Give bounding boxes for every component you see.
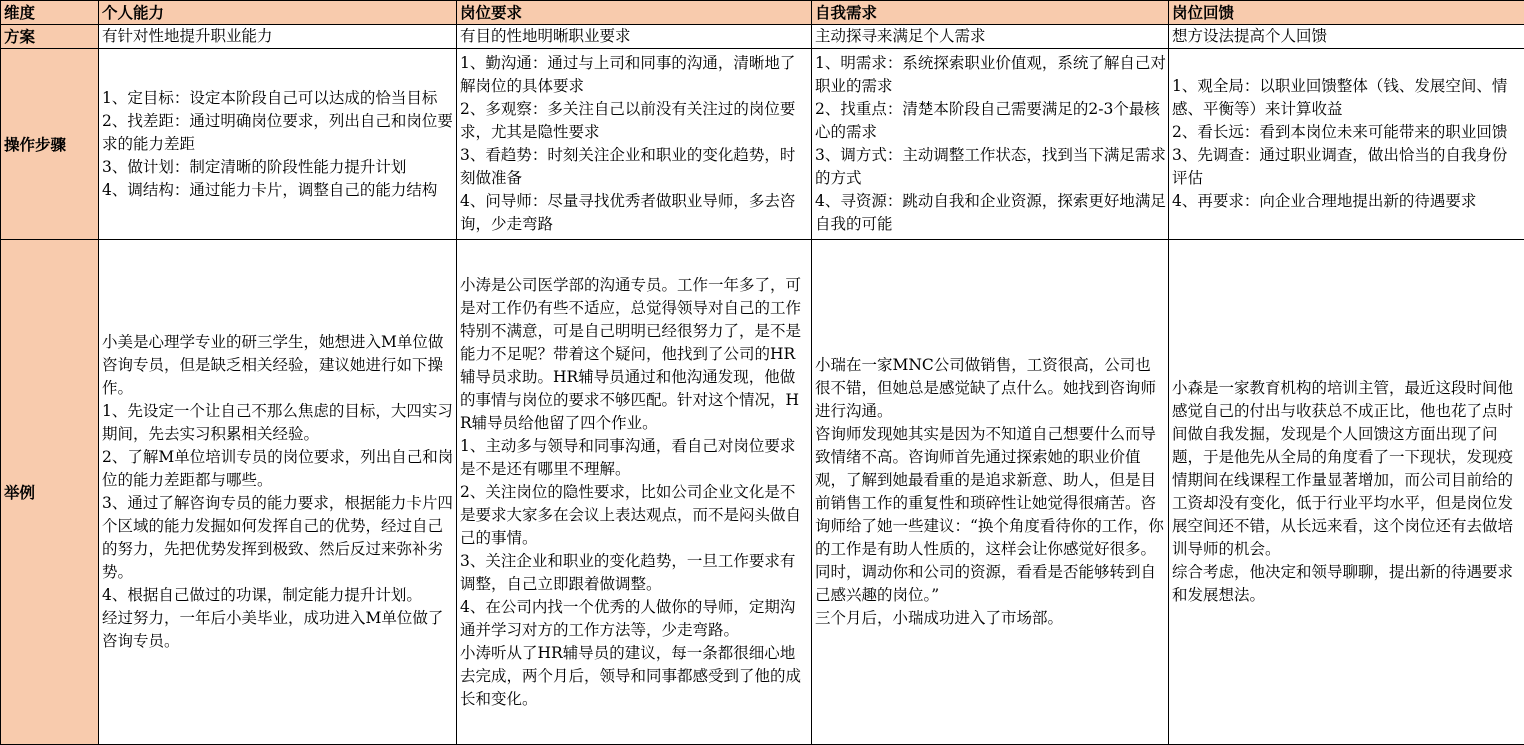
cell-paragraph: 经过努力，一年后小美毕业，成功进入M单位做了咨询专员。 xyxy=(102,609,444,650)
cell-paragraph: 三个月后，小瑞成功进入了市场部。 xyxy=(815,609,1064,627)
cell-paragraph: 1、勤沟通：通过与上司和同事的沟通，清晰地了解岗位的具体要求 xyxy=(460,54,796,95)
cell-paragraph: 4、调结构：通过能力卡片，调整自己的能力结构 xyxy=(102,180,438,199)
cell-paragraph: 4、在公司内找一个优秀的人做你的导师，定期沟通并学习对方的工作方法等，少走弯路。 xyxy=(460,597,796,639)
cell-paragraph: 4、问导师：尽量寻找优秀者做职业导师，多去咨询，少走弯路 xyxy=(460,192,796,233)
cell-paragraph: 2、了解M单位培训专员的岗位要求，列出自己和岗位的能力差距都与哪些。 xyxy=(102,448,454,489)
cell-paragraph: 2、看长远：看到本岗位未来可能带来的职业回馈 xyxy=(1172,123,1508,141)
cell-paragraph: 3、调方式：主动调整工作状态，找到当下满足需求的方式 xyxy=(815,146,1166,187)
steps-label[interactable]: 操作步骤 xyxy=(1,49,99,240)
steps-cell-needs[interactable] xyxy=(812,49,1169,240)
cell-paragraph: 3、通过了解咨询专员的能力要求，根据能力卡片四个区域的能力发掘如何发挥自己的优势，经过自己的努力，先把优势发挥到极致、然后反过来弥补劣势。 xyxy=(102,494,453,581)
cell-paragraph: 1、主动多与领导和同事沟通，看自己对岗位要求是不是还有哪里不理解。 xyxy=(460,436,796,478)
cell-paragraph: 4、根据自己做过的功课，制定能力提升计划。 xyxy=(102,586,422,604)
steps-cell-feedback[interactable] xyxy=(1169,49,1524,240)
cell-paragraph: 2、多观察：多关注自己以前没有关注过的岗位要求，尤其是隐性要求 xyxy=(460,100,796,141)
plan-cell-requirements[interactable]: 有目的性地明晰职业要求 xyxy=(457,25,812,49)
steps-row xyxy=(1,49,1524,240)
cell-paragraph: 2、关注岗位的隐性要求，比如公司企业文化是不是要求大家多在会议上表达观点，而不是闷头做自己的事情。 xyxy=(460,482,802,547)
cell-paragraph: 2、找差距：通过明确岗位要求，列出自己和岗位要求的能力差距 xyxy=(102,111,453,153)
cell-paragraph: 小涛是公司医学部的沟通专员。工作一年多了，可是对工作仍有些不适应，总觉得领导对自己的工作特别不满意，可是自己明明已经很努力了，是不是能力不足呢？带着这个疑问，他找到了公司的HR辅导员求助。HR辅导员通过和他沟通发现，他做的事情与岗位的要求不够匹配。针对这个情况，HR辅导员给他留了四个作业。 xyxy=(460,275,802,432)
plan-label[interactable]: 方案 xyxy=(1,25,99,49)
example-cell-ability[interactable] xyxy=(99,240,457,745)
example-cell-requirements[interactable] xyxy=(457,240,812,745)
plan-cell-ability[interactable]: 有针对性地提升职业能力 xyxy=(99,25,457,49)
header-dimension[interactable]: 维度 xyxy=(1,1,99,25)
cell-paragraph: 咨询师发现她其实是因为不知道自己想要什么而导致情绪不高。咨询师首先通过探索她的职业价值观，了解到她最看重的是追求新意、助人，但是目前销售工作的重复性和琐碎性让她觉得很痛苦。咨询师给了她一些建议：“换个角度看待你的工作，你的工作是有助人性质的，这样会让你感觉好很多。同时，调动你和公司的资源，看看是否能够转到自己感兴趣的岗位。” xyxy=(815,425,1164,604)
steps-cell-requirements[interactable] xyxy=(457,49,812,240)
cell-paragraph: 1、先设定一个让自己不那么焦虑的目标，大四实习期间，先去实习积累相关经验。 xyxy=(102,402,453,443)
steps-cell-ability[interactable] xyxy=(99,49,457,240)
example-cell-needs[interactable] xyxy=(812,240,1169,745)
header-job-requirements[interactable]: 岗位要求 xyxy=(457,1,812,25)
cell-paragraph: 小瑞在一家MNC公司做销售，工资很高，公司也很不错，但她总是感觉缺了点什么。她找到咨询师进行沟通。 xyxy=(815,356,1157,420)
example-cell-feedback[interactable] xyxy=(1169,240,1524,745)
cell-paragraph: 1、明需求：系统探索职业价值观，系统了解自己对职业的需求 xyxy=(815,54,1166,95)
example-label[interactable]: 举例 xyxy=(1,240,99,745)
plan-cell-feedback[interactable]: 想方设法提高个人回馈 xyxy=(1169,25,1524,49)
cell-paragraph: 小美是心理学专业的研三学生，她想进入M单位做咨询专员，但是缺乏相关经验，建议她进行如下操作。 xyxy=(102,333,444,397)
example-row xyxy=(1,240,1524,745)
cell-paragraph: 2、找重点：清楚本阶段自己需要满足的2-3个最核心的需求 xyxy=(815,100,1160,141)
cell-paragraph: 3、关注企业和职业的变化趋势，一旦工作要求有调整，自己立即跟着做调整。 xyxy=(460,551,796,593)
cell-paragraph: 小涛听从了HR辅导员的建议，每一条都很细心地去完成，两个月后，领导和同事都感受到了他的成长和变化。 xyxy=(460,643,802,708)
cell-paragraph: 3、先调查：通过职业调查，做出恰当的自我身份评估 xyxy=(1172,146,1508,187)
cell-paragraph: 小森是一家教育机构的培训主管，最近这段时间他感觉自己的付出与收获总不成正比，他也花了点时间做自我发掘，发现是个人回馈这方面出现了问题，于是他先从全局的角度看了一下现状，发现疫情期间在线课程工作量显著增加，而公司目前给的工资却没有变化，低于行业平均水平，但是岗位发展空间还不错，从长远来看，这个岗位还有去做培训导师的机会。 xyxy=(1172,379,1514,558)
cell-paragraph: 1、观全局：以职业回馈整体（钱、发展空间、情感、平衡等）来计算收益 xyxy=(1172,77,1508,118)
plan-cell-needs[interactable]: 主动探寻来满足个人需求 xyxy=(812,25,1169,49)
cell-paragraph: 4、寻资源：跳动自我和企业资源，探索更好地满足自我的可能 xyxy=(815,192,1166,233)
header-self-needs[interactable]: 自我需求 xyxy=(812,1,1169,25)
header-job-feedback[interactable]: 岗位回馈 xyxy=(1169,1,1524,25)
cell-paragraph: 1、定目标：设定本阶段自己可以达成的恰当目标 xyxy=(102,88,438,107)
header-personal-ability[interactable]: 个人能力 xyxy=(99,1,457,25)
header-row xyxy=(1,1,1524,25)
cell-paragraph: 3、看趋势：时刻关注企业和职业的变化趋势，时刻做准备 xyxy=(460,146,796,187)
cell-paragraph: 综合考虑，他决定和领导聊聊，提出新的待遇要求和发展想法。 xyxy=(1172,563,1514,604)
cell-paragraph: 3、做计划：制定清晰的阶段性能力提升计划 xyxy=(102,157,407,176)
cell-paragraph: 4、再要求：向企业合理地提出新的待遇要求 xyxy=(1172,192,1477,210)
plan-row xyxy=(1,25,1524,49)
